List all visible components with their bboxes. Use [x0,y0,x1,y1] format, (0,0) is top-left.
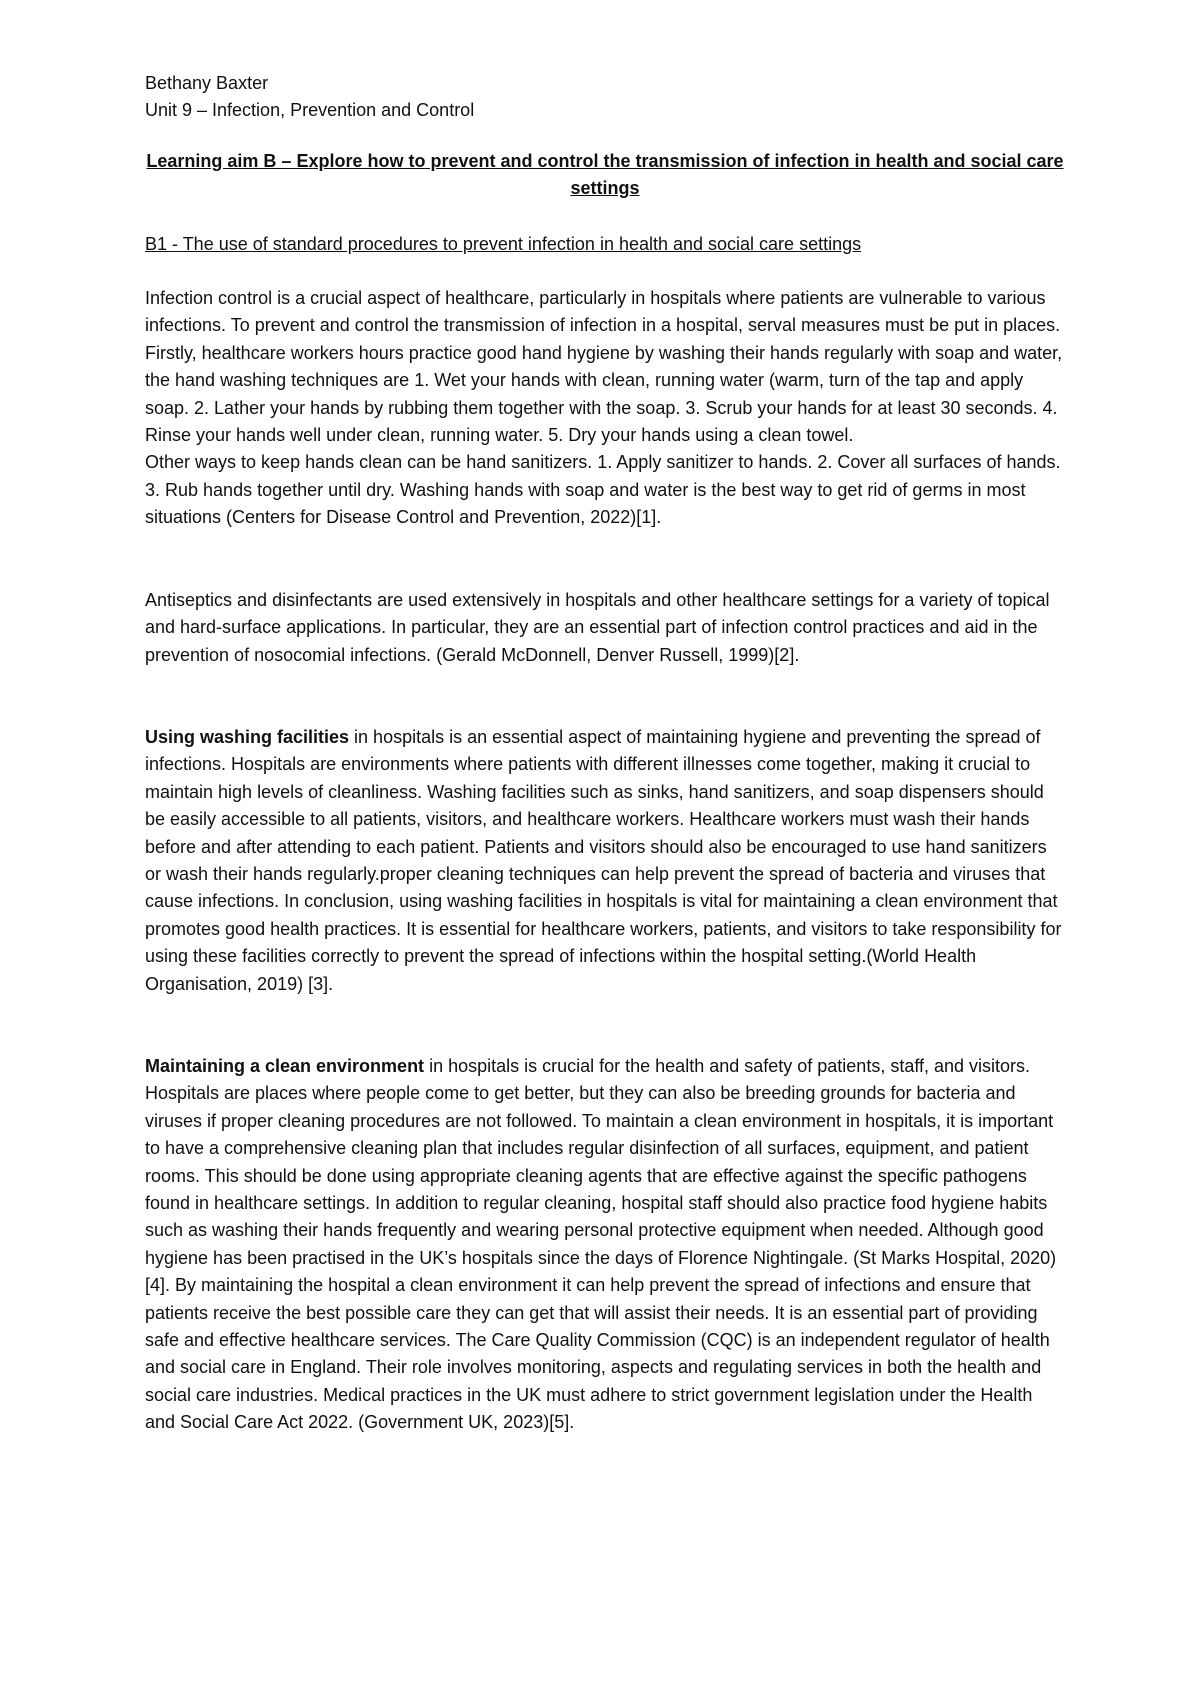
learning-aim-title: Learning aim B – Explore how to prevent and control the transmission of infection in health and social care settings [146,151,1064,199]
paragraph-antiseptics [145,587,1065,669]
section-heading: B1 - The use of standard procedures to prevent infection in health and social care settings [145,234,862,254]
paragraph-hand-hygiene [145,285,1065,532]
paragraph-hand-sanitizers: Other ways to keep hands clean can be hand sanitizers. 1. Apply sanitizer to hands. 2. Cover all surfaces of hands. 3. Rub hands together until dry. Washing hands with soap and water is the best way to get rid of germs in most situations (Centers for Disease Control and Prevention, 2022)[1]. [145,452,1061,528]
paragraph-washing-facilities-text [145,724,1065,998]
washing-facilities-lead: Using washing facilities [145,727,350,747]
clean-environment-body: in hospitals is crucial for the health and safety of patients, staff, and visitors. Hospitals are places where people come to get better, but they can also be breeding grounds for bacteria and viruses if proper cleaning procedures are not followed. To maintain a clean environment in hospitals, it is important to have a comprehensive cleaning plan that includes regular disinfection of all surfaces, equipment, and patient rooms. This should be done using appropriate cleaning agents that are effective against the specific pathogens found in healthcare settings. In addition to regular cleaning, hospital staff should also practice food hygiene habits such as washing their hands frequently and wearing personal protective equipment when needed. Although good hygiene has been practised in the UK’s hospitals since the days of Florence Nightingale. (St Marks Hospital, 2020)[4]. By maintaining the hospital a clean environment it can help prevent the spread of infections and ensure that patients receive the best possible care they can get that will assist their needs. It is an essential part of providing safe and effective healthcare services. The Care Quality Commission (CQC) is an independent regulator of health and social care in England. Their role involves monitoring, aspects and regulating services in both the health and social care industries. Medical practices in the UK must adhere to strict government legislation under the Health and Social Care Act 2022. (Government UK, 2023)[5]. [145,1056,1057,1433]
paragraph-antiseptics-text: Antiseptics and disinfectants are used extensively in hospitals and other healthcare settings for a variety of topical and hard-surface applications. In particular, they are an essential part of infection control practices and aid in the prevention of nosocomial infections. (Gerald McDonnell, Denver Russell, 1999)[2]. [145,590,1050,665]
paragraph-washing-facilities [145,724,1065,998]
washing-facilities-body: in hospitals is an essential aspect of maintaining hygiene and preventing the spread of infections. Hospitals are environments where patients with different illnesses come together, making it crucial to maintain high levels of cleanliness. Washing facilities such as sinks, hand sanitizers, and soap dispensers should be easily accessible to all patients, visitors, and healthcare workers. Healthcare workers must wash their hands before and after attending to each patient. Patients and visitors should also be encouraged to use hand sanitizers or wash their hands regularly.proper cleaning techniques can help prevent the spread of bacteria and viruses that cause infections. In conclusion, using washing facilities in hospitals is vital for maintaining a clean environment that promotes good health practices. It is essential for healthcare workers, patients, and visitors to take responsibility for using these facilities correctly to prevent the spread of infections within the hospital setting.(World Health Organisation, 2019) [3]. [145,727,1062,994]
paragraph-hand-washing: Infection control is a crucial aspect of healthcare, particularly in hospitals where patients are vulnerable to various infections. To prevent and control the transmission of infection in a hospital, serval measures must be put in places. Firstly, healthcare workers hours practice good hand hygiene by washing their hands regularly with soap and water, the hand washing techniques are 1. Wet your hands with clean, running water (warm, turn of the tap and apply soap. 2. Lather your hands by rubbing them together with the soap. 3. Scrub your hands for at least 30 seconds. 4. Rinse your hands well under clean, running water. 5. Dry your hands using a clean towel. [145,288,1063,446]
paragraph-clean-environment-text [145,1053,1065,1437]
author-name: Bethany Baxter [145,73,269,93]
clean-environment-lead: Maintaining a clean environment [145,1056,425,1076]
document-header [145,70,1065,125]
paragraph-clean-environment [145,1053,1065,1437]
unit-title: Unit 9 – Infection, Prevention and Control [145,100,475,121]
